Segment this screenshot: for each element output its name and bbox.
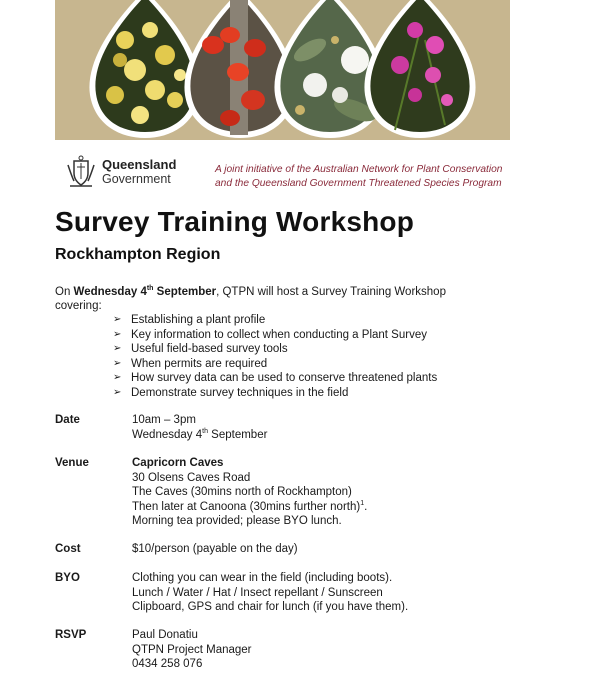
date-day: Wednesday 4 — [132, 428, 203, 441]
joint-line1: A joint initiative of the Australian Network for Plant Conservation — [215, 164, 503, 175]
intro-month: September — [153, 286, 217, 298]
arrow-bullet-icon: ➢ — [113, 343, 122, 355]
list-item — [113, 386, 437, 401]
page-subtitle: Rockhampton Region — [55, 246, 221, 263]
coat-of-arms-icon — [64, 155, 98, 189]
list-item — [113, 328, 437, 343]
byo-line1: Clothing you can wear in the field (including boots). — [132, 572, 393, 584]
venue-line2: The Caves (30mins north of Rockhampton) — [132, 486, 352, 499]
joint-line2: and the Queensland Government Threatened Species Program — [215, 178, 502, 189]
cost-label: Cost — [55, 543, 81, 555]
venue-line4: Morning tea provided; please BYO lunch. — [132, 515, 342, 528]
date-value — [132, 413, 512, 442]
topic-text: Key information to collect when conducting a Plant Survey — [131, 328, 427, 341]
rsvp-name: Paul Donatiu — [132, 629, 198, 641]
date-time: 10am – 3pm — [132, 414, 196, 426]
gov-name-line2: Government — [102, 172, 171, 186]
rsvp-label: RSVP — [55, 629, 87, 641]
byo-line3: Clipboard, GPS and chair for lunch (if you have them). — [132, 601, 409, 614]
arrow-bullet-icon: ➢ — [113, 386, 122, 398]
arrow-bullet-icon: ➢ — [113, 357, 122, 369]
topic-text: How survey data can be used to conserve threatened plants — [131, 372, 438, 385]
byo-value — [132, 571, 512, 615]
topic-text: Establishing a plant profile — [131, 314, 266, 326]
header-banner — [55, 0, 510, 140]
venue-line3-wrap — [132, 500, 512, 515]
date-day-line — [132, 428, 512, 443]
arrow-bullet-icon: ➢ — [113, 314, 122, 325]
arrow-bullet-icon: ➢ — [113, 328, 122, 340]
list-item — [113, 371, 437, 386]
date-month: September — [207, 428, 268, 441]
intro-prefix: On — [55, 286, 74, 298]
page-title: Survey Training Workshop — [55, 206, 415, 237]
intro-paragraph — [55, 285, 495, 313]
cost-value: $10/person (payable on the day) — [132, 543, 298, 555]
byo-label: BYO — [55, 572, 80, 584]
venue-label: Venue — [55, 457, 89, 469]
byo-line2: Lunch / Water / Hat / Insect repellant / Sunscreen — [132, 586, 383, 599]
topic-text: When permits are required — [131, 357, 268, 370]
topic-list — [113, 313, 437, 401]
arrow-bullet-icon: ➢ — [113, 372, 122, 384]
venue-line1: 30 Olsens Caves Road — [132, 471, 251, 484]
intro-day-sup: th — [146, 285, 154, 293]
list-item — [113, 313, 437, 328]
rsvp-value — [132, 628, 512, 672]
venue-name — [132, 456, 512, 471]
topic-text: Useful field-based survey tools — [131, 343, 288, 356]
queensland-government-logo — [64, 153, 184, 191]
plant-photo-banner — [55, 0, 510, 140]
joint-initiative-text — [215, 163, 505, 191]
venue-line3-end: . — [364, 500, 368, 513]
intro-rest: , QTPN will host a Survey Training Workshop covering: — [55, 286, 446, 312]
venue-footnote-mark: 1 — [360, 499, 365, 507]
gov-name-line1: Queensland — [102, 157, 177, 172]
date-label: Date — [55, 414, 80, 426]
venue-name-text: Capricorn Caves — [132, 457, 224, 469]
intro-day: Wednesday 4 — [73, 286, 147, 298]
venue-line3: Then later at Canoona (30mins further north) — [132, 500, 361, 513]
list-item — [113, 342, 437, 357]
gov-name — [102, 157, 176, 187]
rsvp-role: QTPN Project Manager — [132, 643, 252, 656]
rsvp-phone: 0434 258 076 — [132, 658, 203, 671]
date-day-sup: th — [202, 427, 208, 435]
topic-text: Demonstrate survey techniques in the field — [131, 386, 349, 399]
list-item — [113, 357, 437, 372]
venue-value — [132, 456, 512, 529]
